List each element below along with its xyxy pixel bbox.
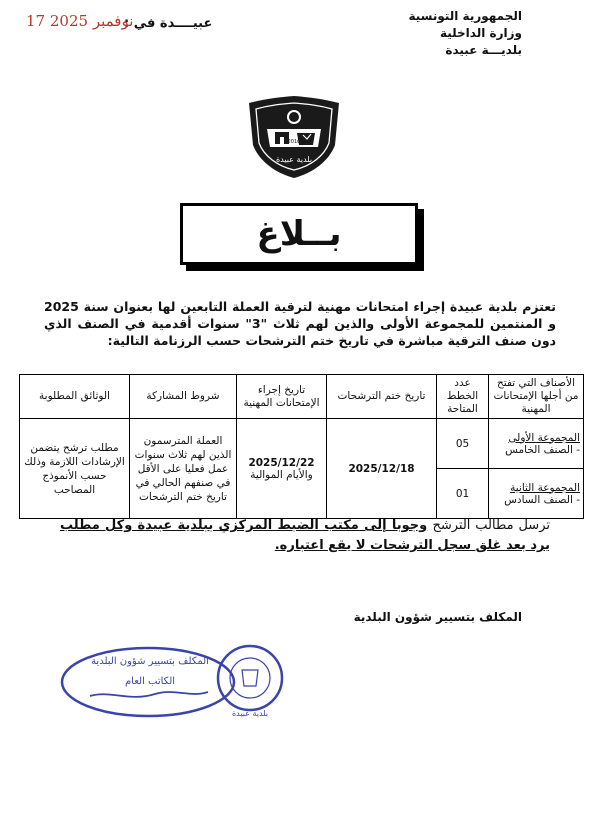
header-exam-date: تاريخ إجراء الإمتحانات المهنية xyxy=(237,375,327,419)
category-cell xyxy=(489,469,584,519)
header-documents: الوثائق المطلوبة xyxy=(20,375,130,419)
stamp-line2: الكاتب العام xyxy=(124,676,176,687)
header-conditions: شروط المشاركة xyxy=(130,375,237,419)
letterhead-republic: الجمهورية التونسية xyxy=(408,9,522,23)
category-group: المجموعة الأولى xyxy=(508,431,580,444)
exam-date-value: 2025/12/22 xyxy=(248,456,315,469)
category-group: المجموعة الثانية xyxy=(510,481,580,494)
letterhead-ministry: وزارة الداخلية xyxy=(439,26,522,40)
letterhead-municipality: بلديـــة عبيدة xyxy=(445,43,522,57)
exam-schedule-table xyxy=(19,374,584,519)
header-slots: عدد الخطط المتاحة xyxy=(437,375,489,419)
submission-notice xyxy=(60,516,550,556)
header-deadline: تاريخ ختم الترشحات xyxy=(327,375,437,419)
slots-cell: 01 xyxy=(437,469,489,519)
deadline-value: 2025/12/18 xyxy=(348,462,415,475)
table-row xyxy=(20,419,584,469)
announcement-title-box xyxy=(180,203,418,265)
exam-date-cell xyxy=(237,419,327,519)
intro-paragraph: تعتزم بلدية عبيدة إجراء امتحانات مهنية لترقية العملة التابعين لها بعنوان سنة 2025 و المنتمين للمجموعة الأولى والذين لهم ثلاث "3" سنوات أقدمية في الصنف الذي دون صنف الترقية مباشرة في تاريخ ختم الترشحات حسب الرزنامة التالية: xyxy=(44,299,557,348)
letterhead xyxy=(332,8,522,59)
stamp-round-text: بلدية عبيدة xyxy=(231,709,269,718)
announcement-title: بــلاغ xyxy=(256,214,342,254)
notice-part1: ترسل مطالب الترشح xyxy=(432,518,550,533)
date-handwritten: 17 نوفمبر 2025 xyxy=(26,12,134,30)
deadline-cell xyxy=(327,419,437,519)
date-label: عبيــــدة في : xyxy=(124,16,213,31)
official-stamp-icon xyxy=(60,640,290,720)
category-rank: - الصنف الخامس xyxy=(505,443,580,456)
municipality-emblem-icon xyxy=(245,95,343,179)
conditions-cell: العملة المترسمون الذين لهم ثلاث سنوات عمل فعليا على الأقل في صنفهم الحالي في تاريخ ختم الترشحات xyxy=(130,419,237,519)
documents-cell: مطلب ترشح يتضمن الإرشادات اللازمة وذلك حسب الأنموذج المصاحب xyxy=(20,419,130,519)
table-header-row xyxy=(20,375,584,419)
category-cell xyxy=(489,419,584,469)
category-rank: - الصنف السادس xyxy=(504,493,580,506)
exam-date-note: والأيام الموالية xyxy=(250,468,313,481)
stamp-line1: المكلف بتسيير شؤون البلدية xyxy=(91,656,209,667)
slots-cell: 05 xyxy=(437,419,489,469)
emblem-year: 2016 xyxy=(287,139,301,145)
header-categories: الأصناف التي تفتح من أجلها الإمتحانات المهنية xyxy=(489,375,584,419)
emblem-text: بلدية عبيدة xyxy=(275,155,313,164)
notice-part2: وجوبا إلى مكتب الضبط المركزي ببلدية عبيدة وكل مطلب يرد بعد غلق سجل الترشحات لا يقع اعتباره. xyxy=(60,518,550,553)
signer-title: المكلف بتسيير شؤون البلدية xyxy=(353,610,522,624)
